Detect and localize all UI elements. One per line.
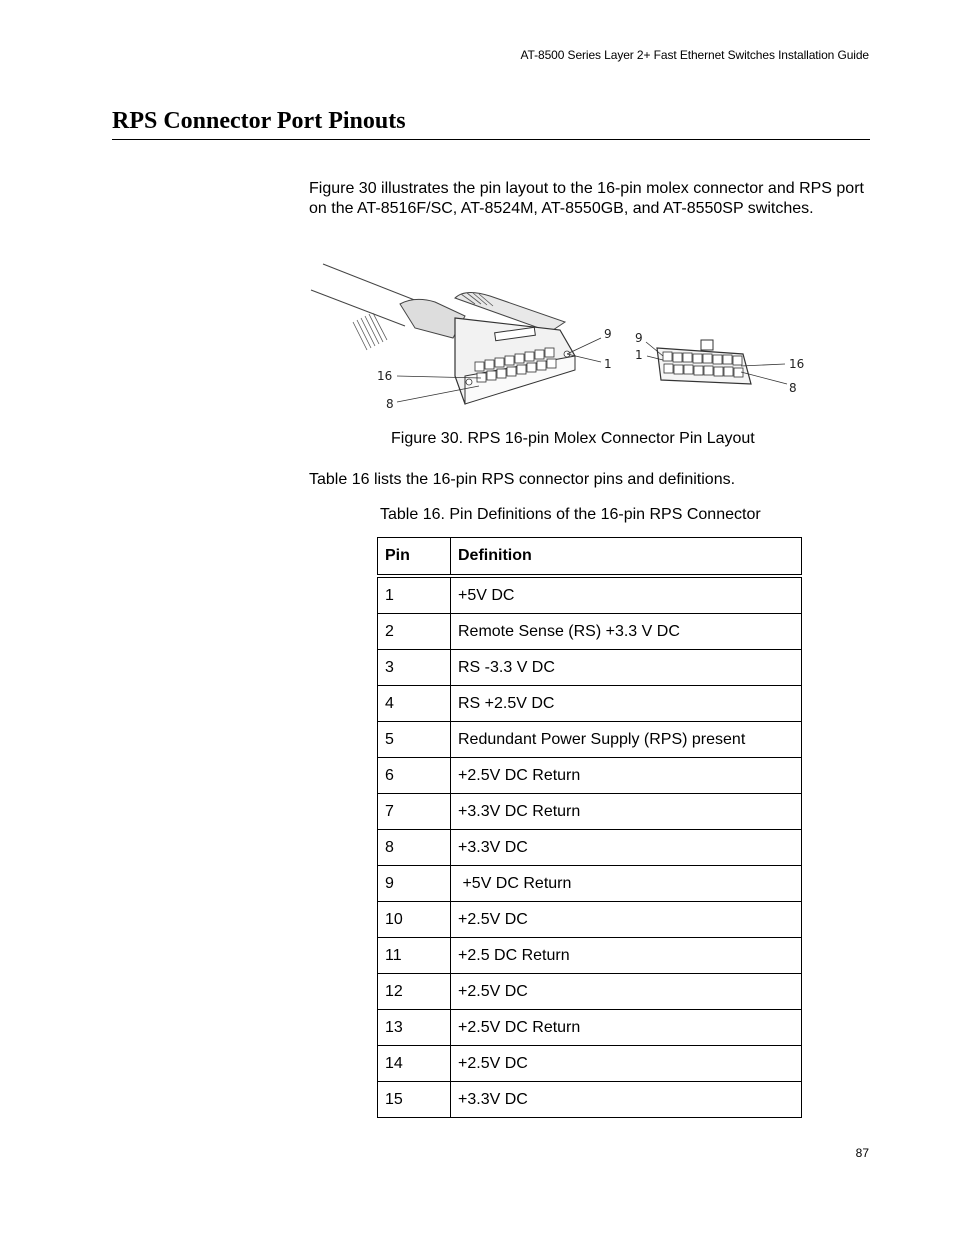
pin-cell: 8 [378,830,451,866]
table-row [378,938,802,974]
pin-cell: 7 [378,794,451,830]
pin-cell: 15 [378,1082,451,1118]
definition-cell: +2.5V DC [451,902,802,938]
table-row [378,1046,802,1082]
table-row [378,974,802,1010]
connector-illustration [305,258,825,418]
figure-caption: Figure 30. RPS 16-pin Molex Connector Pin Layout [391,430,755,447]
pin-cell: 13 [378,1010,451,1046]
definition-cell: +3.3V DC [451,830,802,866]
definition-cell: +2.5V DC Return [451,1010,802,1046]
plug-label-pin8: 8 [386,397,394,411]
table-row [378,686,802,722]
pin-cell: 10 [378,902,451,938]
definition-cell: +3.3V DC [451,1082,802,1118]
table-row [378,902,802,938]
definition-cell: RS -3.3 V DC [451,650,802,686]
table-row [378,794,802,830]
pin-cell: 9 [378,866,451,902]
table-row [378,614,802,650]
definition-cell: +2.5V DC [451,974,802,1010]
pin-cell: 4 [378,686,451,722]
table-row [378,1082,802,1118]
running-header: AT-8500 Series Layer 2+ Fast Ethernet Switches Installation Guide [520,48,869,62]
port-receptacle [657,340,751,384]
table-row [378,650,802,686]
table-row [378,758,802,794]
definition-cell: RS +2.5V DC [451,686,802,722]
pin-cell: 12 [378,974,451,1010]
port-label-pin9: 9 [635,331,643,345]
pin-cell: 2 [378,614,451,650]
column-header-pin: Pin [378,538,451,577]
table-body [378,576,802,1118]
pin-cell: 1 [378,576,451,614]
intro-paragraph: Figure 30 illustrates the pin layout to the 16-pin molex connector and RPS port on the AT-8516F/SC, AT-8524M, AT-8550GB, and AT-8550SP switches. [309,180,864,217]
pin-cell: 3 [378,650,451,686]
pin-cell: 6 [378,758,451,794]
definition-cell: +5V DC Return [451,866,802,902]
section-title: RPS Connector Port Pinouts [112,106,870,140]
definition-cell: Remote Sense (RS) +3.3 V DC [451,614,802,650]
definition-cell: +2.5V DC Return [451,758,802,794]
port-label-pin8: 8 [789,381,797,395]
table-intro: Table 16 lists the 16-pin RPS connector pins and definitions. [309,471,736,488]
plug-label-pin16: 16 [377,369,393,383]
connector-figure [305,258,825,418]
table-header-row [378,538,802,577]
plug-label-pin1: 1 [604,357,612,371]
table-row [378,1010,802,1046]
definition-cell: +2.5 DC Return [451,938,802,974]
port-label-pin16: 16 [789,357,805,371]
port-label-pin1: 1 [635,348,643,362]
pin-cell: 11 [378,938,451,974]
table-row [378,830,802,866]
page-number: 87 [855,1146,869,1160]
definition-cell: +2.5V DC [451,1046,802,1082]
definition-cell: Redundant Power Supply (RPS) present [451,722,802,758]
plug-label-pin9: 9 [604,327,612,341]
column-header-definition: Definition [451,538,802,577]
pin-cell: 5 [378,722,451,758]
pin-definitions-table [377,537,802,1118]
table-row [378,866,802,902]
table-row [378,576,802,614]
table-caption: Table 16. Pin Definitions of the 16-pin RPS Connector [380,506,761,523]
table-row [378,722,802,758]
definition-cell: +3.3V DC Return [451,794,802,830]
definition-cell: +5V DC [451,576,802,614]
pin-cell: 14 [378,1046,451,1082]
